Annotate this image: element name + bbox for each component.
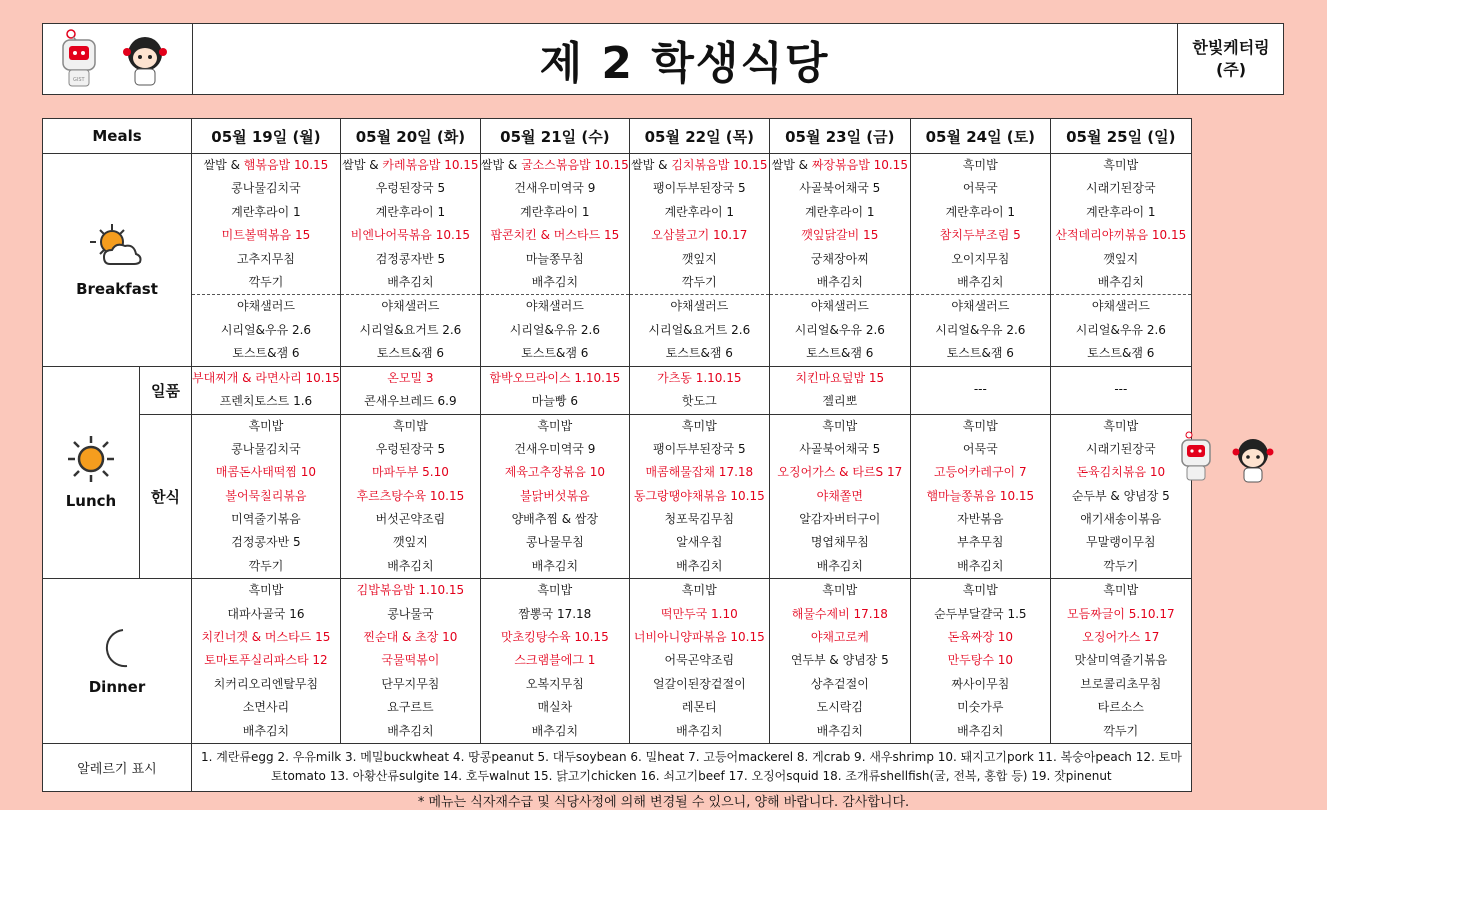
dinner-row [43,579,1192,744]
menu-item: 연두부 & 양념장 5 [790,653,889,668]
day-header: 05월 20일 (화) [340,119,480,154]
menu-item: 계란후라이 1 [945,204,1016,219]
day-header: 05월 23일 (금) [769,119,910,154]
menu-item: 시리얼&요거트 2.6 [359,322,462,337]
menu-item: 건새우미역국 9 [514,441,596,456]
menu-item: 건새우미역국 9 [514,181,596,196]
menu-item [630,154,769,177]
menu-item: 얼갈이된장겉절이 [652,676,746,691]
menu-item: 후르츠탕수육 10.15 [356,488,465,503]
breakfast-side-items [770,294,910,365]
dinner-cell [769,579,910,744]
menu-item: 요구르트 [387,700,434,715]
menu-item: 어묵국 [962,441,998,456]
menu-item: 떡만두국 1.10 [660,606,738,621]
menu-item: 배추김치 [387,723,434,738]
ilpum-cell [910,366,1050,414]
dinner-cell [629,579,769,744]
menu-item: 매콤돈사태떡찜 10 [215,465,317,480]
day-header: 05월 22일 (목) [629,119,769,154]
menu-item-highlight: 김치볶음밥 10.15 [671,158,768,172]
menu-item: 야채샐러드 [670,299,729,314]
menu-item: 야채샐러드 [1091,299,1150,314]
menu-item: 콩나물김치국 [231,181,301,196]
menu-item: 무말랭이무침 [1086,535,1156,550]
day-header: 05월 19일 (월) [192,119,341,154]
menu-item: 젤리뽀 [822,394,858,409]
breakfast-side-items [341,294,480,365]
hansik-label [140,414,192,579]
menu-item: 깍두기 [1103,723,1139,738]
menu-item: 마파두부 5.10 [371,465,449,480]
menu-item: 부대찌개 & 라면사리 10.15 [192,370,340,385]
menu-item: 어묵국 [962,181,998,196]
hansik-items [770,415,910,579]
menu-item: 치커리오리엔탈무침 [213,676,319,691]
menu-item: 미역줄기볶음 [231,512,301,527]
hansik-cell [910,414,1050,579]
breakfast-items [481,154,629,366]
menu-item: 순두부 & 양념장 5 [1071,488,1170,503]
menu-item: 애기새송이볶음 [1080,512,1162,527]
menu-item: 볼어묵칠리볶음 [225,488,307,503]
menu-item: 도시락김 [816,700,863,715]
menu-item: 배추김치 [816,558,863,573]
dinner-cell [910,579,1050,744]
menu-item: 오복지무침 [525,676,584,691]
menu-item: 배추김치 [957,274,1004,289]
menu-item: 배추김치 [957,558,1004,573]
hansik-cell [192,414,341,579]
menu-item: 미트볼떡볶음 15 [221,228,311,243]
menu-item-highlight: 햄볶음밥 10.15 [243,158,329,172]
menu-item: 흑미밥 [393,418,428,433]
allergy-row [43,743,1192,791]
menu-item: --- [1114,382,1128,397]
meals-header: Meals [43,119,192,154]
menu-item: 콩나물김치국 [231,441,301,456]
menu-item: 토스트&잼 6 [1087,346,1155,361]
dinner-items [770,579,910,743]
menu-item: 햄마늘쫑볶음 10.15 [926,488,1035,503]
day-header: 05월 24일 (토) [910,119,1050,154]
menu-item: 깻잎지 [681,251,717,266]
menu-item: 배추김치 [676,723,723,738]
menu-item: 팽이두부된장국 5 [653,181,746,196]
hansik-items [630,415,769,579]
menu-item: 팽이두부된장국 5 [653,441,746,456]
menu-item: 맛초킹탕수육 10.15 [500,630,609,645]
menu-item: 배추김치 [531,558,579,573]
breakfast-items [911,154,1050,366]
menu-item: 찐순대 & 초장 10 [363,630,458,645]
menu-item: 순두부달걀국 1.5 [934,606,1027,621]
menu-item: 단무지무침 [381,676,440,691]
hansik-items [341,415,480,579]
menu-item: 깻잎지 [1103,251,1139,266]
menu-item: 흑미밥 [248,583,284,598]
menu-item: 맛살미역줄기볶음 [1074,653,1168,668]
menu-item-base: 쌀밥 & [631,158,672,172]
menu-item: 콘새우브레드 6.9 [364,394,457,409]
menu-item: 계란후라이 1 [231,204,301,219]
ilpum-cell [1050,366,1191,414]
ilpum-label [140,366,192,414]
ilpum-items [770,367,910,414]
menu-item: 팝콘치킨 & 머스타드 15 [490,228,620,243]
menu-item: 상추겉절이 [810,676,869,691]
breakfast-items [1051,154,1191,366]
allergy-info: 1. 계란류egg 2. 우유milk 3. 메밀buckwheat 4. 땅콩peanut 5. 대두soybean 6. 밀heat 7. 고등어mackerel 8. 게crab 9. 새우shrimp 10. 돼지고기pork 11. 복숭아peach 12. 토마토tomato 13. 아황산류sulgite 14. 호두walnut 15. 닭고기chicken 16. 쇠고기beef 17. 오징어squid 18. 조개류shellfish(굴, 전복, 홍합 등) 19. 잣pinenut [192,743,1192,791]
menu-item: 어묵곤약조림 [664,653,735,668]
menu-item: 모듬짜글이 5.10.17 [1067,606,1175,621]
footer-note: * 메뉴는 식자재수급 및 식당사정에 의해 변경될 수 있으니, 양해 바랍니다. 감사합니다. [417,795,910,810]
menu-item: 흑미밥 [681,418,717,433]
hansik-items [911,415,1050,579]
svg-text:GIST: GIST [73,77,85,83]
dinner-items [481,579,629,743]
menu-item: 오삼불고기 10.17 [651,228,748,243]
breakfast-cell [192,154,341,367]
breakfast-items [770,154,910,366]
breakfast-cell [629,154,769,367]
dinner-label: Dinner [88,678,146,697]
menu-item: 계란후라이 1 [520,204,590,219]
menu-item: 우렁된장국 5 [375,181,446,196]
hansik-cell [480,414,629,579]
breakfast-cell [769,154,910,367]
breakfast-items [630,154,769,366]
menu-item: 배추김치 [242,723,290,738]
mascot-robot-icon [1178,430,1283,490]
menu-item: 야채샐러드 [525,299,584,314]
lunch-ilpum-row [43,366,1192,414]
menu-item: 자반볶음 [957,512,1004,527]
menu-item: 배추김치 [387,558,434,573]
ilpum-items [192,367,340,414]
menu-item: 동그랑땡야채볶음 10.15 [633,488,765,503]
menu-item: 흑미밥 [962,158,998,172]
company-name [1177,24,1284,94]
mascot-logo [43,24,193,94]
ilpum-cell [340,366,480,414]
breakfast-side-items [192,294,340,365]
menu-item: 계란후라이 1 [375,204,446,219]
menu-item: 계란후라이 1 [664,204,735,219]
menu-item: 토스트&잼 6 [376,346,444,361]
menu-item: 검정콩자반 5 [375,251,446,266]
menu-item: 흑미밥 [962,418,998,433]
dinner-items [1051,579,1191,743]
menu-item: 깍두기 [1103,558,1139,573]
menu-item: 너비아니양파볶음 10.15 [633,630,765,645]
lunch-label: Lunch [65,492,117,511]
hansik-items [192,415,340,579]
dinner-cell [192,579,341,744]
menu-item: 알새우칩 [676,535,723,550]
menu-item: 짜사이무침 [951,676,1010,691]
hansik-label-text: 한식 [151,487,180,506]
menu-item: 마늘쫑무침 [525,251,584,266]
menu-item: 시리얼&우유 2.6 [794,322,885,337]
menu-item: 해물수제비 17.18 [791,606,888,621]
ilpum-items [481,367,629,414]
moon-icon [97,626,137,670]
company-line1: 한빛케터링 [1192,38,1270,57]
menu-item-highlight: 짜장볶음밥 10.15 [811,158,908,172]
menu-item: 시리얼&우유 2.6 [509,322,600,337]
menu-item: 미숫가루 [957,700,1004,715]
breakfast-items [192,154,340,366]
menu-item: 사골북어채국 5 [799,181,881,196]
allergy-label: 알레르기 표시 [43,743,192,791]
menu-item: 버섯곤약조림 [375,512,446,527]
ilpum-cell [480,366,629,414]
menu-item: 배추김치 [531,274,579,289]
header [42,23,1284,95]
menu-item: 배추김치 [816,274,863,289]
menu-item: 콩나물무침 [525,535,584,550]
menu-item: 산적데리야끼볶음 10.15 [1055,228,1187,243]
menu-table [42,118,1192,792]
menu-item-base: 쌀밥 & [771,158,812,172]
menu-item: 야채샐러드 [810,299,869,314]
menu-item: --- [973,382,987,397]
menu-item: 부추무침 [957,535,1004,550]
ilpum-cell [629,366,769,414]
side-mascot [1178,430,1283,494]
menu-item: 토마토푸실리파스타 12 [204,653,328,668]
dinner-cell [480,579,629,744]
breakfast-row [43,154,1192,367]
menu-item-base: 쌀밥 & [480,158,522,172]
menu-item: 청포묵김무침 [664,512,735,527]
menu-item: 핫도그 [681,394,717,409]
menu-item: 계란후라이 1 [1086,204,1156,219]
dinner-cell [340,579,480,744]
ilpum-cell [769,366,910,414]
menu-item: 마늘빵 6 [531,394,578,409]
page-title: 제 2 학생식당 [539,38,830,89]
menu-item: 시래기된장국 [1086,181,1156,196]
menu-item: 토스트&잼 6 [232,346,300,361]
menu-item: 야채샐러드 [381,299,440,314]
menu-item: 야채쫄면 [816,488,863,503]
menu-item: 명엽채무침 [810,535,869,550]
menu-item: 흑미밥 [681,583,717,598]
menu-item: 흑미밥 [1103,418,1139,433]
menu-item: 흑미밥 [248,418,284,433]
dinner-label-cell [43,579,192,744]
menu-item: 배추김치 [387,274,434,289]
menu-item: 토스트&잼 6 [946,346,1014,361]
hansik-cell [340,414,480,579]
dinner-items [911,579,1050,743]
menu-item: 야채샐러드 [236,299,295,314]
breakfast-label: Breakfast [76,279,158,298]
company-line2: (주) [1215,60,1247,79]
menu-item: 흑미밥 [822,418,858,433]
breakfast-cell [340,154,480,367]
menu-item: 깍두기 [248,558,284,573]
menu-item: 흑미밥 [537,583,573,598]
lunch-label-cell [43,366,140,579]
menu-item: 김밥볶음밥 1.10.15 [356,583,465,598]
menu-item: 오이지무침 [951,251,1010,266]
menu-item: 레몬티 [681,700,717,715]
dinner-items [630,579,769,743]
menu-item: 불닭버섯볶음 [520,488,590,503]
sun-icon [66,434,116,484]
menu-item: 고추지무침 [236,251,295,266]
menu-item [192,154,340,177]
menu-item: 브로콜리초무침 [1080,676,1162,691]
ilpum-label-text: 일품 [151,381,180,400]
menu-item: 국물떡볶이 [381,653,440,668]
menu-item-base: 쌀밥 & [203,158,244,172]
menu-item: 시래기된장국 [1086,441,1156,456]
menu-item-highlight: 굴소스볶음밥 10.15 [521,158,629,172]
mascot-girl-icon [115,24,175,94]
breakfast-cell [480,154,629,367]
ilpum-items [911,378,1050,401]
hansik-cell [629,414,769,579]
ilpum-items [341,367,480,414]
hansik-cell [769,414,910,579]
hansik-cell [1050,414,1191,579]
menu-item: 매실차 [537,700,573,715]
menu-item: 깍두기 [681,274,717,289]
menu-item: 시리얼&우유 2.6 [220,322,312,337]
menu-item: 배추김치 [957,723,1004,738]
header-row [43,119,1192,154]
menu-item: 양배추찜 & 쌈장 [511,512,599,527]
menu-item: 깍두기 [248,274,284,289]
menu-item [770,154,910,177]
menu-item: 콩나물국 [387,606,434,621]
menu-item: 배추김치 [531,723,579,738]
menu-item: 검정콩자반 5 [231,535,301,550]
menu-item: 참치두부조림 5 [939,228,1021,243]
menu-item: 깻잎지 [393,535,428,550]
sun-cloud-icon [90,222,144,272]
menu-item: 흑미밥 [1103,158,1139,172]
menu-item [341,154,480,177]
menu-item: 치킨마요덮밥 15 [795,370,885,385]
menu-item: 시리얼&우유 2.6 [1075,322,1166,337]
menu-item: 시리얼&우유 2.6 [935,322,1026,337]
dinner-items [341,579,480,743]
menu-item: 배추김치 [676,558,723,573]
menu-item: 깻잎닭갈비 15 [801,228,879,243]
breakfast-side-items [630,294,769,365]
menu-item: 스크램블에그 1 [514,653,596,668]
menu-item: 시리얼&요거트 2.6 [648,322,751,337]
menu-item: 사골북어채국 5 [799,441,881,456]
breakfast-side-items [1051,294,1191,365]
menu-item: 토스트&잼 6 [521,346,589,361]
hansik-items [481,415,629,579]
menu-item: 흑미밥 [822,583,858,598]
menu-item: 가츠동 1.10.15 [657,370,742,385]
menu-item: 토스트&잼 6 [806,346,874,361]
menu-item: 제육고추장볶음 10 [504,465,605,480]
menu-item: 흑미밥 [537,418,573,433]
menu-item: 만두탕수 10 [947,653,1014,668]
ilpum-cell [192,366,341,414]
dinner-cell [1050,579,1191,744]
day-header: 05월 21일 (수) [480,119,629,154]
menu-item: 배추김치 [816,723,863,738]
menu-item-highlight: 카레볶음밥 10.15 [382,158,479,172]
menu-item: 타르소스 [1097,700,1144,715]
menu-item: 알감자버터구이 [799,512,881,527]
lunch-hansik-row [43,414,1192,579]
menu-item: 흑미밥 [962,583,998,598]
menu-item: 고등어카레구이 7 [934,465,1027,480]
menu-item-base: 쌀밥 & [342,158,383,172]
day-header: 05월 25일 (일) [1050,119,1191,154]
menu-item: 프렌치토스트 1.6 [219,394,313,409]
menu-item: 소면사리 [242,700,290,715]
menu-item: 배추김치 [1097,274,1144,289]
menu-item: 돈육짜장 10 [947,630,1014,645]
ilpum-items [1051,378,1191,401]
menu-item: 계란후라이 1 [805,204,875,219]
breakfast-side-items [481,294,629,365]
menu-item: 치킨너겟 & 머스타드 15 [201,630,331,645]
menu-item: 궁채장아찌 [810,251,869,266]
breakfast-side-items [911,294,1050,365]
breakfast-items [341,154,480,366]
menu-item: 매콤해물잡채 17.18 [645,465,754,480]
menu-item: 온모밀 3 [387,370,434,385]
menu-item: 돈육김치볶음 10 [1076,465,1166,480]
menu-item: 토스트&잼 6 [665,346,733,361]
menu-item: 오징어가스 17 [1082,630,1160,645]
ilpum-items [630,367,769,414]
menu-item: 함박오므라이스 1.10.15 [489,370,621,385]
menu-item: 야채고로케 [810,630,869,645]
menu-item: 오징어가스 & 타르S 17 [777,465,903,480]
menu-item: 흑미밥 [1103,583,1139,598]
dinner-items [192,579,340,743]
hansik-items [1051,415,1191,579]
breakfast-label-cell [43,154,192,367]
breakfast-cell [1050,154,1191,367]
menu-item: 비엔나어묵볶음 10.15 [350,228,471,243]
menu-item: 야채샐러드 [951,299,1010,314]
menu-item: 우렁된장국 5 [375,441,446,456]
menu-item [481,154,629,177]
breakfast-cell [910,154,1050,367]
menu-item: 대파사골국 16 [227,606,305,621]
menu-item: 짬뽕국 17.18 [518,606,592,621]
